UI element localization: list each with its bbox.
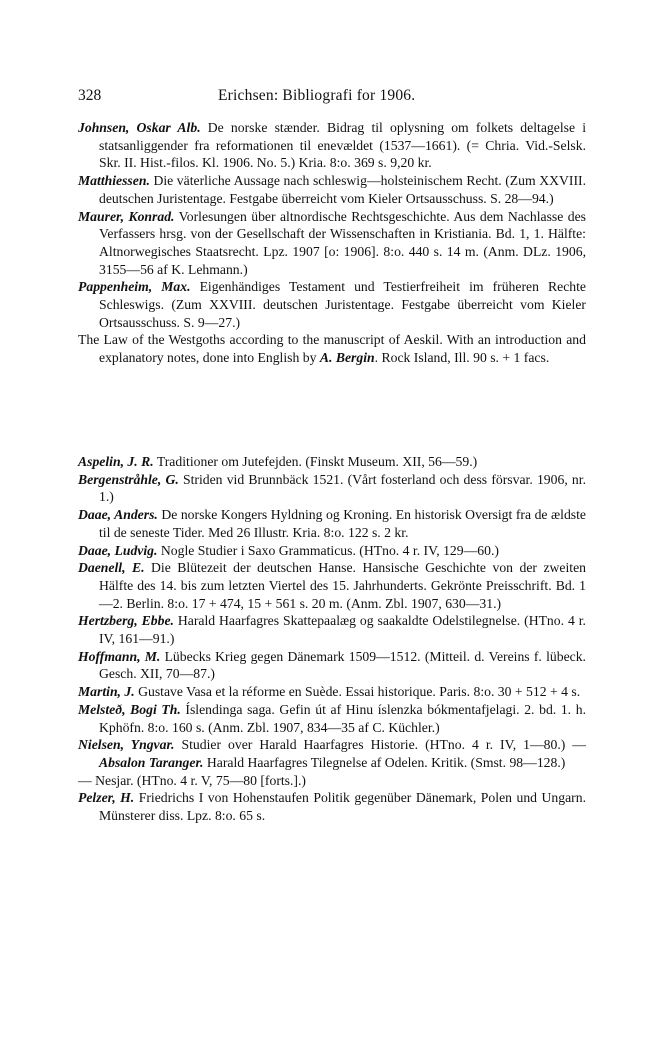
entry-text: Die Blütezeit der deutschen Hanse. Hansische Geschichte von der zweiten Hälfte des 14. bis zum letzten Viertel des 15. Jahrhunderts. Gekrönte Preisschrift. Bd. 1—2. Berlin. 8:o. 17 + 474, 15 + 561 s. 20 m. (Anm. Zbl. 1907, 630—31.) bbox=[99, 560, 586, 611]
entry-text: . Rock Island, Ill. 90 s. + 1 facs. bbox=[374, 350, 550, 366]
entry-text: Gustave Vasa et la réforme en Suède. Essai historique. Paris. 8:o. 30 + 512 + 4 s. bbox=[134, 684, 581, 700]
entry-author: Johnsen, Oskar Alb. bbox=[78, 120, 201, 135]
entry-text: Striden vid Brunnbäck 1521. (Vårt fosterland och dess försvar. 1906, nr. 1.) bbox=[99, 471, 586, 505]
bibliography-entry bbox=[78, 772, 586, 790]
entry-author: Aspelin, J. R. bbox=[78, 454, 154, 469]
entry-text: Friedrichs I von Hohenstaufen Politik gegenüber Dänemark, Polen und Ungarn. Münsterer diss. Lpz. 8:o. 65 s. bbox=[99, 790, 586, 824]
entry-text: Íslendinga saga. Gefin út af Hinu íslenzka bókmentafjelagi. 2. bd. 1. h. Kphöfn. 8:o. 160 s. (Anm. Zbl. 1907, 834—35 af C. Küchler.) bbox=[99, 701, 586, 735]
entry-author: Martin, J. bbox=[78, 684, 135, 700]
bibliography-entry bbox=[78, 612, 586, 647]
entry-text: Harald Haarfagres Tilegnelse af Odelen. Kritik. (Smst. 98—128.) bbox=[203, 754, 566, 770]
page-number: 328 bbox=[78, 87, 102, 104]
bibliography-entry bbox=[78, 559, 586, 612]
entry-author: Pelzer, H. bbox=[78, 790, 135, 806]
bibliography-entry bbox=[78, 119, 586, 172]
running-title: Erichsen: Bibliografi for 1906. bbox=[218, 87, 416, 104]
bibliography-section-1 bbox=[78, 119, 586, 367]
entry-text: Eigenhändiges Testament und Testierfreiheit im früheren Rechte Schleswigs. (Zum XXVIII. deutschen Juristentage. Festgabe überreicht vom Kieler Ortsausschuss. S. 9—27.) bbox=[99, 279, 587, 330]
entry-text: — Nesjar. (HTno. 4 r. V, 75—80 [forts.].) bbox=[78, 772, 306, 788]
entry-author: Melsteð, Bogi Th. bbox=[78, 701, 181, 717]
entry-author: Daenell, E. bbox=[78, 560, 145, 576]
entry-translator: A. Bergin bbox=[319, 350, 375, 366]
entry-author: Nielsen, Yngvar. bbox=[78, 737, 175, 753]
bibliography-entry bbox=[78, 701, 586, 736]
bibliography-entry bbox=[78, 471, 586, 506]
bibliography-entry bbox=[78, 278, 586, 331]
entry-author: Maurer, Konrad. bbox=[78, 208, 175, 224]
entry-text: De norske stænder. Bidrag til oplysning om folkets deltagelse i statsanliggender fra reformationen til enevældet (1537—1661). (= Chria. Vid.-Selsk. Skr. II. Hist.-filos. Kl. 1906. No. 5.) Kria. 8:o. 369 s. 9,20 kr. bbox=[99, 120, 587, 171]
entry-text: Harald Haarfagres Skattepaalæg og saakaldte Odelstilegnelse. (HTno. 4 r. IV, 161—91.) bbox=[99, 613, 586, 647]
entry-text: Vorlesungen über altnordische Rechtsgeschichte. Aus dem Nachlasse des Verfassers hrsg. von der Gesellschaft der Wissenschaften in Kristiania. Bd. 1, 1. Hälfte: Altnorwegisches Staatsrecht. Lpz. 1907 [o: 1906]. 8:o. 440 s. 14 m. (Anm. DLz. 1906, 3155—56 af K. Lehmann.) bbox=[99, 208, 586, 277]
entry-author: Pappenheim, Max. bbox=[78, 279, 191, 295]
entry-author-secondary: Absalon Taranger. bbox=[99, 754, 204, 770]
entry-author: Bergenstråhle, G. bbox=[78, 471, 179, 487]
entry-text: Traditioner om Jutefejden. (Finskt Museum. XII, 56—59.) bbox=[153, 454, 478, 469]
bibliography-entry bbox=[78, 506, 586, 541]
bibliography-entry bbox=[78, 736, 586, 771]
bibliography-entry bbox=[78, 542, 586, 560]
page-header bbox=[78, 86, 584, 106]
entry-author: Daae, Anders. bbox=[78, 507, 158, 523]
bibliography-entry bbox=[78, 453, 586, 471]
entry-text: Lübecks Krieg gegen Dänemark 1509—1512. (Mitteil. d. Vereins f. lübeck. Gesch. XII, 70—87.) bbox=[99, 648, 586, 682]
entry-text: Studier over Harald Haarfagres Historie. (HTno. 4 r. IV, 1—80.) — bbox=[174, 737, 586, 753]
bibliography-entry bbox=[78, 208, 586, 279]
bibliography-entry bbox=[78, 331, 586, 366]
entry-text: De norske Kongers Hyldning og Kroning. En historisk Oversigt fra de ældste til de seneste Tider. Med 26 Illustr. Kria. 8:o. 122 s. 2 kr. bbox=[99, 507, 586, 540]
entry-author: Daae, Ludvig. bbox=[78, 542, 158, 558]
bibliography-entry bbox=[78, 648, 586, 683]
bibliography-entry bbox=[78, 789, 586, 824]
entry-text: Die väterliche Aussage nach schleswig—holsteinischem Recht. (Zum XXVIII. deutschen Juristentage. Festgabe überreicht vom Kieler Ortsausschuss. S. 28—94.) bbox=[99, 173, 586, 206]
entry-author: Hertzberg, Ebbe. bbox=[78, 613, 174, 629]
bibliography-entry bbox=[78, 683, 586, 701]
bibliography-section-2 bbox=[78, 453, 586, 825]
entry-text: Nogle Studier i Saxo Grammaticus. (HTno. 4 r. IV, 129—60.) bbox=[157, 542, 499, 558]
bibliography-entry bbox=[78, 172, 586, 207]
entry-author: Hoffmann, M. bbox=[78, 648, 161, 664]
entry-text: The Law of the Westgoths according to the manuscript of Aeskil. With an introduction and explanatory notes, done into English by bbox=[78, 332, 586, 366]
entry-author: Matthiessen. bbox=[78, 173, 150, 189]
